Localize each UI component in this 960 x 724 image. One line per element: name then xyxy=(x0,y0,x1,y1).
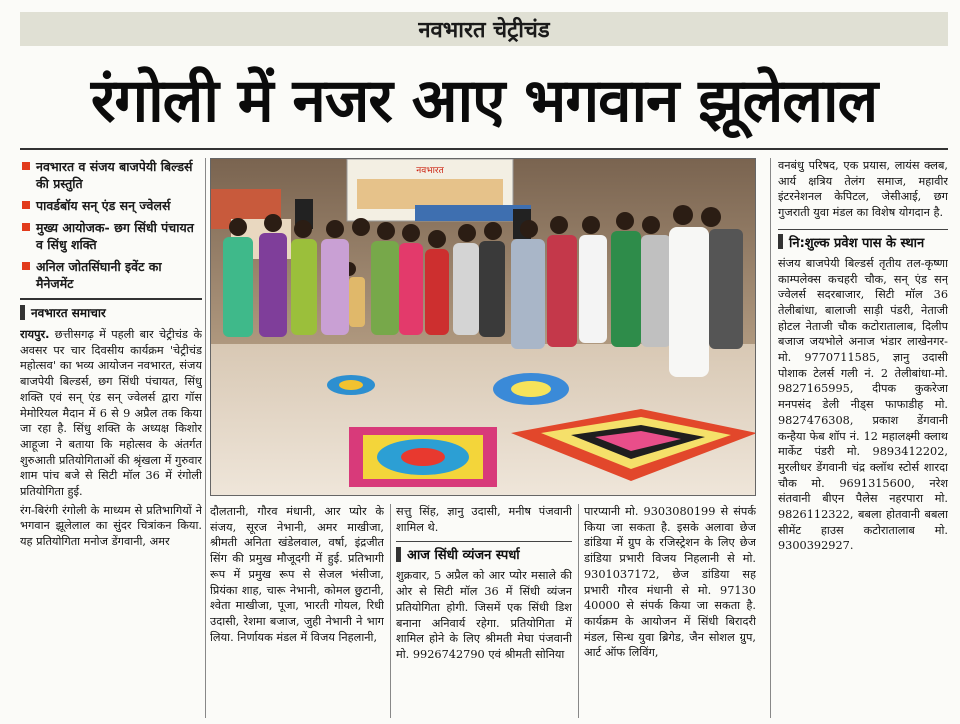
rangoli-photo-illustration xyxy=(211,159,756,496)
divider xyxy=(20,298,202,300)
event-photo xyxy=(210,158,756,496)
subhead-bar xyxy=(396,547,401,562)
subhead-free-pass: नि:शुल्क प्रवेश पास के स्थान xyxy=(778,229,948,251)
bullet-square-icon xyxy=(22,162,30,170)
highlight-item: मुख्य आयोजक- छग सिंधी पंचायत व सिंधु शक्ति xyxy=(20,219,202,253)
section-title: नवभारत चेट्रीचंड xyxy=(418,18,550,43)
article-column-4: पारप्यानी मो. 9303080199 से संपर्क किया जा सकता है. इसके अलावा छेज डांडिया में ग्रुप के रजिस्ट्रेशन के लिए छेज डांडिया प्रभारी विजय निहलानी से मो. 9301037172, छेज डांडिया सह प्रभारी गौरव मंधानी से मो. 97130 40000 से संपर्क किया जा सकता है. कार्यक्रम के आयोजन में सिंधी बिरादरी मंडल, सिन्ध युवा ब्रिगेड, जैन सोशल ग्रुप, आर्ट ऑफ लिविंग, xyxy=(584,505,756,660)
bullet-square-icon xyxy=(22,223,30,231)
section-band xyxy=(20,12,948,46)
paragraph: रंग-बिरंगी रंगोली के माध्यम से प्रतिभागियों ने भगवान झूलेलाल का सुंदर चित्रांकन किया. यह प्रतियोगिता मनोज डेंगवानी, अमर xyxy=(20,503,202,549)
article-column-3: सत्तु सिंह, ज्ञानु उदासी, मनीष पंजवानी शामिल थे. आज सिंधी व्यंजन स्पर्धा शुक्रवार, 5 अप्रैल को आर प्योर मसाले की ओर से सिटी मॉल 36 में सिंधी व्यंजन प्रतियोगिता होगी. जिसमें एक सिंधी डिश बनाना अनिवार्य रहेगा. प्रतियोगिता में शामिल होने के लिए श्रीमती मेघा पंजवानी मो. 9926742790 एवं श्रीमती सोनिया xyxy=(396,505,572,661)
bullet-square-icon xyxy=(22,201,30,209)
highlight-item: पावर्डबॉय सन् एंड सन् ज्वेलर्स xyxy=(20,197,202,214)
highlights-list xyxy=(20,158,202,292)
column-rule xyxy=(770,158,771,718)
bullet-square-icon xyxy=(22,262,30,270)
headline-text: रंगोली में नजर आए भगवान झूलेलाल xyxy=(90,66,878,136)
byline-bar xyxy=(20,305,25,320)
left-column xyxy=(20,158,202,718)
article-column-2: दौलतानी, गौरव मंधानी, आर प्योर के संजय, सूरज नेभानी, अमर माखीजा, श्रीमती अनिता खंडेलवाल, वर्षा, इंद्रजीत सिंग की प्रमुख मौजूदगी में हुई. प्रतिभागी रूप में प्रमुख रूप से सेजल भंसीजा, प्रियंका शाह, चारू नेभानी, कोमल छुटानी, श्वेता माखीजा, पूजा, भारती गोयल, रिधी उदासी, रेशमा बजाज, जुही नेभानी ने भाग लिया. निर्णायक मंडल में विजय निहलानी, xyxy=(210,505,384,644)
highlight-item: नवभारत व संजय बाजपेयी बिल्डर्स की प्रस्तुति xyxy=(20,158,202,192)
paragraph: रायपुर. छत्तीसगढ़ में पहली बार चेट्रीचंड के अवसर पर चार दिवसीय कार्यक्रम 'चेट्रीचंड महोत्सव' का भव्य आयोजन नवभारत, संजय बाजपेयी बिल्डर्स, छग सिंधी पंचायत, सिंधु शक्ति एवं सन् एंड सन् ज्वेलर्स द्वारा गॉस मेमोरियल मैदान में 6 से 9 अप्रैल तक किया जा रहा है. सिंधु शक्ति के अध्यक्ष किशोर आहूजा ने बताया कि महोत्सव के अंतर्गत शुरुआती प्रतियोगिताओं की श्रृंखला में गुरुवार शाम पांच बजे से सिटी मॉल 36 में रंगोली प्रतियोगिता हुई. xyxy=(20,328,202,499)
right-column: वनबंधु परिषद, एक प्रयास, लायंस क्लब, आर्य क्षत्रिय तेलंग समाज, महावीर इंटरनेशनल केपिटल, जेसीआई, छग गुजराती युवा मंडल का विशेष योगदान है. नि:शुल्क प्रवेश पास के स्थान संजय बाजपेयी बिल्डर्स तृतीय तल-कृष्णा काम्पलेक्स कचहरी चौक, सन् एंड सन् ज्वेलर्स सदरबाजार, सिटी मॉल 36 तेलीबांधा, बालाजी साड़ी पंडरी, नेताजी होटल नेताजी चौक कटोरातालाब, दिलीप बजाज जयभोले अनाज भंडार लाखेनगर-मो. 9770711585, ज्ञानु उदासी पोशाक टेलर्स गली नं. 2 तेलीबांधा-मो. 9827165995, दीपक कुकरेजा मनपसंद डेली नीड्स फाफाडीह मो. 9827476308, प्रकाश डेंगवानी कन्हैया फेब शॉप नं. 12 महालक्ष्मी क्लाथ मार्केट पंडरी मो. 9893412202, मुरलीधर डेंगवानी चंद्र क्लॉथ स्टोर्स शारदा चौक मो. 9691315600, नरेश संतवानी बीएन पैलेस नहरपारा मो. 9826112322, बबला होतवानी बबला सीमेंट हाउस कटोरातालाब मो. 9300392927. xyxy=(778,159,948,553)
column-rule xyxy=(205,158,206,718)
article-body-start xyxy=(20,327,202,550)
subhead-sindhi-dish: आज सिंधी व्यंजन स्पर्धा xyxy=(396,541,572,563)
byline-text: नवभारत समाचार xyxy=(31,306,106,320)
headline xyxy=(20,52,948,144)
svg-text:नवभारत: नवभारत xyxy=(416,166,444,176)
subhead-bar xyxy=(778,234,783,249)
highlight-item: अनिल जोतसिंघानी इवेंट का मैनेजमेंट xyxy=(20,258,202,292)
column-rule xyxy=(390,504,391,718)
column-rule xyxy=(578,504,579,718)
headline-rule xyxy=(20,148,948,150)
byline xyxy=(20,304,202,321)
dateline: रायपुर. xyxy=(20,328,50,341)
